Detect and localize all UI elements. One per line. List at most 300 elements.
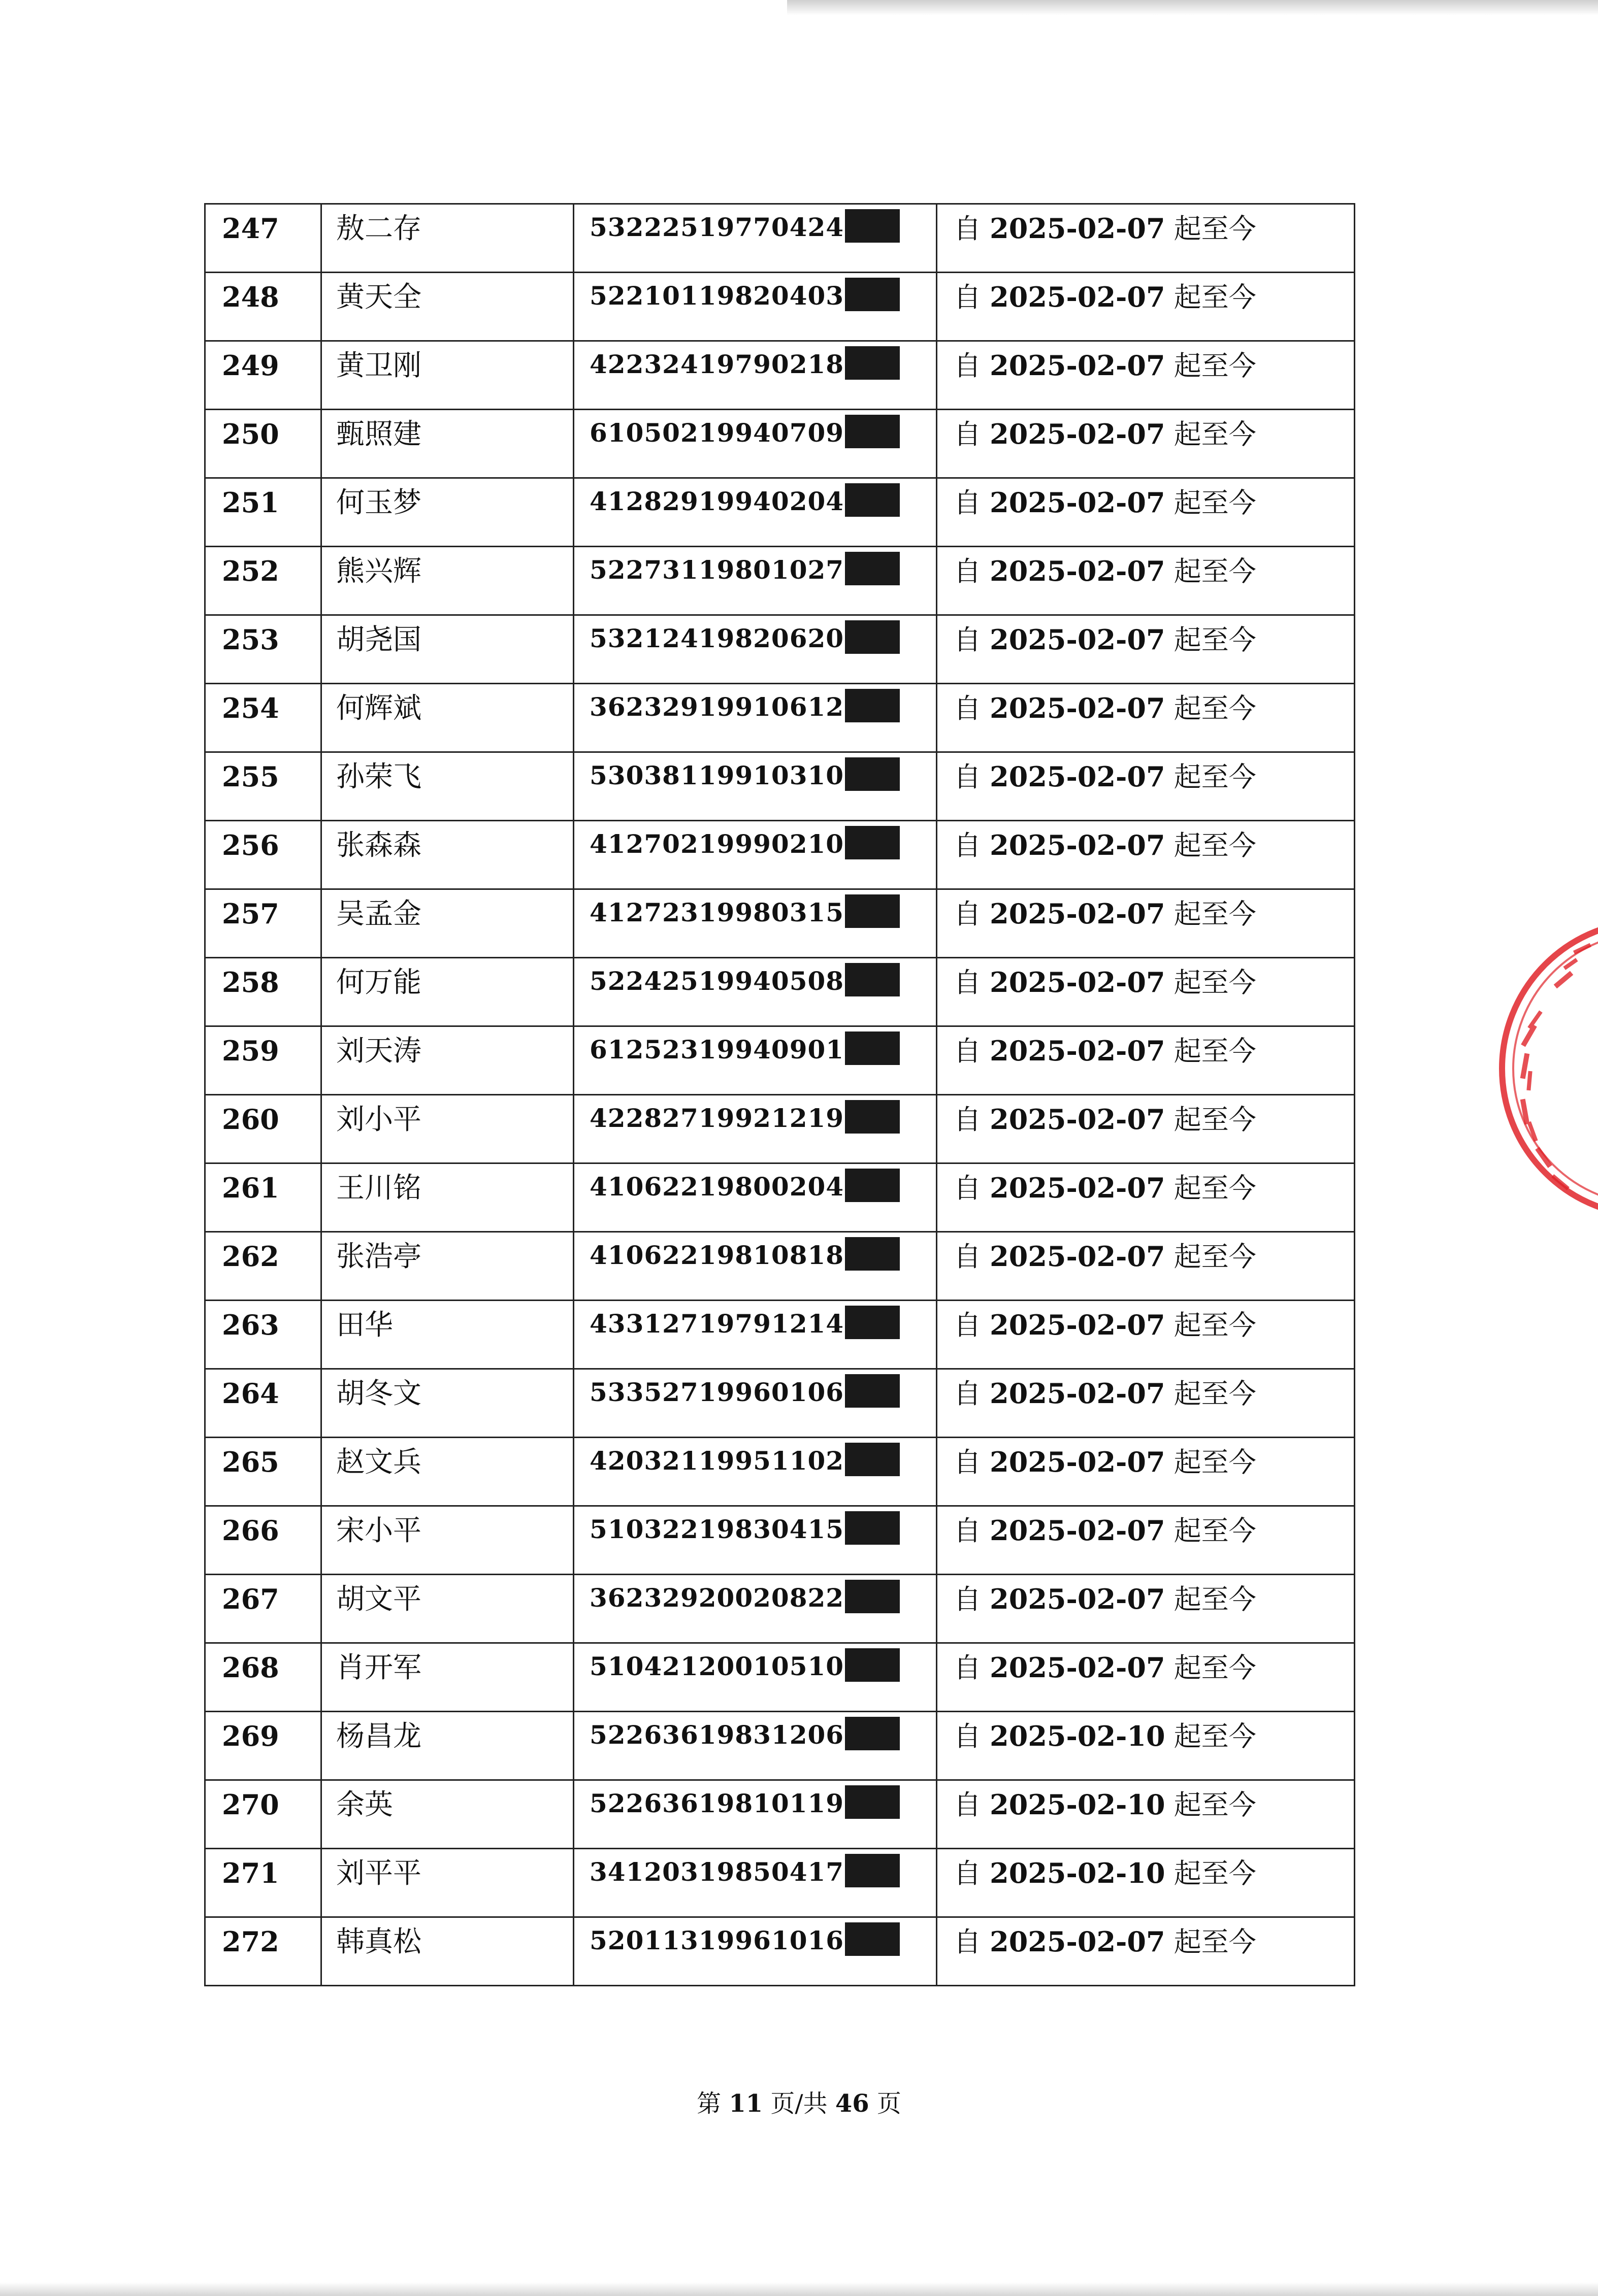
table-row [205, 752, 1355, 821]
redaction-block [845, 346, 900, 380]
table-row [205, 684, 1355, 752]
start-date: 2025-02-07 [990, 1377, 1165, 1410]
row-number-cell [205, 547, 321, 615]
row-number-cell [205, 1438, 321, 1506]
redaction-block [845, 1717, 900, 1750]
table-row [205, 1095, 1355, 1163]
person-name: 胡文平 [336, 1583, 421, 1616]
date-prefix: 自 [954, 1926, 981, 1958]
id-number-cell [574, 1438, 937, 1506]
footer-prefix: 第 [697, 2089, 722, 2118]
id-number-cell [574, 410, 937, 478]
row-number-cell [205, 1301, 321, 1369]
date-cell [937, 204, 1355, 273]
date-cell [937, 478, 1355, 547]
id-number: 52210119820403 [590, 281, 844, 311]
date-suffix: 起至今 [1173, 213, 1256, 245]
redaction-block [845, 278, 900, 311]
redaction-block [845, 1785, 900, 1819]
person-name: 刘小平 [336, 1103, 421, 1136]
date-cell [937, 1780, 1355, 1849]
row-number-cell [205, 341, 321, 410]
date-suffix: 起至今 [1173, 1926, 1256, 1958]
date-suffix: 起至今 [1173, 555, 1256, 587]
date-prefix: 自 [954, 487, 981, 519]
table-row [205, 204, 1355, 273]
name-cell [321, 1780, 574, 1849]
id-number-cell [574, 1026, 937, 1095]
redaction-block [845, 1237, 900, 1271]
row-number-cell [205, 684, 321, 752]
id-number-cell [574, 821, 937, 889]
name-cell [321, 1575, 574, 1643]
id-number: 43312719791214 [590, 1309, 844, 1339]
roster-table [204, 203, 1355, 1986]
table-row [205, 1849, 1355, 1917]
table-row [205, 1917, 1355, 1986]
date-suffix: 起至今 [1173, 1789, 1256, 1821]
date-suffix: 起至今 [1173, 487, 1256, 519]
date-cell [937, 1369, 1355, 1438]
start-date: 2025-02-07 [990, 1446, 1165, 1478]
id-number-cell [574, 1917, 937, 1986]
date-cell [937, 1301, 1355, 1369]
name-cell [321, 615, 574, 684]
scan-edge-bottom [0, 2282, 1598, 2296]
start-date: 2025-02-07 [990, 418, 1165, 450]
id-number: 53038119910310 [590, 760, 844, 790]
redaction-block [845, 1031, 900, 1065]
date-prefix: 自 [954, 829, 981, 861]
id-number: 52263619810119 [590, 1788, 844, 1818]
start-date: 2025-02-07 [990, 1240, 1165, 1273]
date-suffix: 起至今 [1173, 1857, 1256, 1889]
start-date: 2025-02-07 [990, 1172, 1165, 1204]
table-row [205, 1575, 1355, 1643]
row-number: 253 [222, 623, 279, 656]
table-row [205, 821, 1355, 889]
row-number-cell [205, 1095, 321, 1163]
redaction-block [845, 552, 900, 585]
date-cell [937, 1506, 1355, 1575]
person-name: 何辉斌 [336, 692, 421, 725]
date-prefix: 自 [954, 1446, 981, 1478]
start-date: 2025-02-07 [990, 623, 1165, 656]
person-name: 胡尧国 [336, 623, 421, 656]
date-prefix: 自 [954, 418, 981, 450]
id-number: 53212419820620 [590, 623, 844, 653]
date-cell [937, 1163, 1355, 1232]
id-number: 52011319961016 [590, 1925, 844, 1955]
date-cell [937, 547, 1355, 615]
start-date: 2025-02-10 [990, 1720, 1165, 1752]
date-prefix: 自 [954, 1583, 981, 1615]
id-number-cell [574, 1232, 937, 1301]
table-row [205, 478, 1355, 547]
date-cell [937, 889, 1355, 958]
person-name: 肖开军 [336, 1651, 421, 1684]
name-cell [321, 1163, 574, 1232]
date-prefix: 自 [954, 1104, 981, 1136]
row-number-cell [205, 1643, 321, 1712]
redaction-block [845, 894, 900, 928]
start-date: 2025-02-07 [990, 1651, 1165, 1684]
start-date: 2025-02-10 [990, 1788, 1165, 1821]
id-number-cell [574, 1780, 937, 1849]
date-prefix: 自 [954, 555, 981, 587]
start-date: 2025-02-07 [990, 1309, 1165, 1341]
row-number-cell [205, 752, 321, 821]
table-row [205, 1301, 1355, 1369]
id-number: 53352719960106 [590, 1377, 844, 1407]
scan-edge-top [787, 0, 1598, 15]
date-cell [937, 684, 1355, 752]
date-suffix: 起至今 [1173, 1583, 1256, 1615]
date-cell [937, 1849, 1355, 1917]
name-cell [321, 1712, 574, 1780]
row-number: 249 [222, 349, 279, 382]
table-row [205, 1506, 1355, 1575]
start-date: 2025-02-07 [990, 1103, 1165, 1136]
row-number: 269 [222, 1720, 279, 1752]
redaction-block [845, 689, 900, 722]
date-suffix: 起至今 [1173, 1378, 1256, 1410]
person-name: 敖二存 [336, 212, 421, 245]
person-name: 何玉梦 [336, 486, 421, 519]
date-cell [937, 273, 1355, 341]
row-number: 266 [222, 1514, 279, 1547]
row-number-cell [205, 478, 321, 547]
person-name: 杨昌龙 [336, 1720, 421, 1753]
date-suffix: 起至今 [1173, 898, 1256, 930]
id-number: 61050219940709 [590, 418, 844, 448]
date-prefix: 自 [954, 624, 981, 656]
row-number-cell [205, 1506, 321, 1575]
start-date: 2025-02-07 [990, 760, 1165, 793]
date-suffix: 起至今 [1173, 1446, 1256, 1478]
date-cell [937, 1026, 1355, 1095]
id-number-cell [574, 615, 937, 684]
name-cell [321, 547, 574, 615]
footer-total-pages: 46 [835, 2089, 869, 2118]
id-number: 41270219990210 [590, 829, 844, 859]
person-name: 张森森 [336, 829, 421, 862]
id-number: 53222519770424 [590, 212, 844, 242]
id-number-cell [574, 204, 937, 273]
table-row [205, 410, 1355, 478]
row-number: 262 [222, 1240, 279, 1273]
row-number-cell [205, 410, 321, 478]
person-name: 韩真松 [336, 1925, 421, 1958]
date-suffix: 起至今 [1173, 1035, 1256, 1067]
name-cell [321, 273, 574, 341]
table-row [205, 958, 1355, 1026]
id-number-cell [574, 1712, 937, 1780]
table-row [205, 1163, 1355, 1232]
id-number: 42032119951102 [590, 1446, 844, 1476]
official-seal [1497, 916, 1598, 1221]
row-number-cell [205, 1780, 321, 1849]
id-number-cell [574, 547, 937, 615]
person-name: 黄卫刚 [336, 349, 421, 382]
row-number: 254 [222, 692, 279, 724]
table-row [205, 1780, 1355, 1849]
id-number-cell [574, 958, 937, 1026]
name-cell [321, 1369, 574, 1438]
person-name: 黄天全 [336, 281, 421, 314]
date-prefix: 自 [954, 967, 981, 999]
row-number: 251 [222, 486, 279, 519]
row-number: 259 [222, 1035, 279, 1067]
table-row [205, 341, 1355, 410]
date-cell [937, 1575, 1355, 1643]
row-number: 252 [222, 555, 279, 587]
id-number: 42232419790218 [590, 349, 844, 379]
id-number: 51042120010510 [590, 1651, 844, 1681]
redaction-block [845, 415, 900, 448]
date-suffix: 起至今 [1173, 624, 1256, 656]
name-cell [321, 958, 574, 1026]
row-number-cell [205, 204, 321, 273]
date-cell [937, 1095, 1355, 1163]
date-prefix: 自 [954, 1378, 981, 1410]
id-number: 42282719921219 [590, 1103, 844, 1133]
row-number-cell [205, 1917, 321, 1986]
redaction-block [845, 1580, 900, 1613]
date-suffix: 起至今 [1173, 1652, 1256, 1684]
id-number-cell [574, 1369, 937, 1438]
person-name: 刘平平 [336, 1857, 421, 1890]
date-prefix: 自 [954, 1241, 981, 1273]
date-prefix: 自 [954, 1857, 981, 1889]
row-number: 258 [222, 966, 279, 999]
id-number-cell [574, 1095, 937, 1163]
date-suffix: 起至今 [1173, 1720, 1256, 1752]
redaction-block [845, 1306, 900, 1339]
name-cell [321, 1849, 574, 1917]
row-number-cell [205, 1026, 321, 1095]
date-cell [937, 410, 1355, 478]
redaction-block [845, 1169, 900, 1202]
row-number-cell [205, 1163, 321, 1232]
date-cell [937, 752, 1355, 821]
person-name: 刘天涛 [336, 1035, 421, 1068]
id-number-cell [574, 1575, 937, 1643]
date-suffix: 起至今 [1173, 967, 1256, 999]
name-cell [321, 204, 574, 273]
row-number: 263 [222, 1309, 279, 1341]
row-number-cell [205, 1232, 321, 1301]
date-suffix: 起至今 [1173, 1104, 1256, 1136]
table-row [205, 1232, 1355, 1301]
date-cell [937, 821, 1355, 889]
start-date: 2025-02-07 [990, 1035, 1165, 1067]
redaction-block [845, 1922, 900, 1956]
row-number: 271 [222, 1857, 279, 1889]
id-number: 36232920020822 [590, 1583, 844, 1613]
start-date: 2025-02-10 [990, 1857, 1165, 1889]
id-number-cell [574, 341, 937, 410]
seal-graphic [1497, 916, 1598, 1221]
row-number-cell [205, 889, 321, 958]
date-prefix: 自 [954, 1172, 981, 1204]
table-row [205, 1643, 1355, 1712]
start-date: 2025-02-07 [990, 349, 1165, 382]
person-name: 吴孟金 [336, 897, 421, 930]
start-date: 2025-02-07 [990, 281, 1165, 313]
name-cell [321, 1026, 574, 1095]
row-number-cell [205, 958, 321, 1026]
date-prefix: 自 [954, 1035, 981, 1067]
date-prefix: 自 [954, 213, 981, 245]
name-cell [321, 889, 574, 958]
page-footer [0, 2084, 1598, 2119]
id-number-cell [574, 1301, 937, 1369]
name-cell [321, 1095, 574, 1163]
redaction-block [845, 963, 900, 996]
date-suffix: 起至今 [1173, 1309, 1256, 1341]
date-prefix: 自 [954, 1515, 981, 1547]
row-number-cell [205, 1849, 321, 1917]
table-row [205, 889, 1355, 958]
start-date: 2025-02-07 [990, 1925, 1165, 1958]
date-suffix: 起至今 [1173, 829, 1256, 861]
date-prefix: 自 [954, 1720, 981, 1752]
date-prefix: 自 [954, 350, 981, 382]
row-number: 272 [222, 1925, 279, 1958]
redaction-block [845, 1511, 900, 1545]
row-number: 267 [222, 1583, 279, 1615]
row-number: 260 [222, 1103, 279, 1136]
name-cell [321, 1232, 574, 1301]
id-number: 51032219830415 [590, 1514, 844, 1544]
id-number-cell [574, 478, 937, 547]
row-number: 256 [222, 829, 279, 861]
date-prefix: 自 [954, 281, 981, 313]
id-number-cell [574, 273, 937, 341]
table-row [205, 1369, 1355, 1438]
redaction-block [845, 1443, 900, 1476]
name-cell [321, 1301, 574, 1369]
row-number: 257 [222, 897, 279, 930]
footer-page-number: 11 [729, 2089, 763, 2118]
date-cell [937, 341, 1355, 410]
redaction-block [845, 1854, 900, 1887]
person-name: 田华 [336, 1309, 393, 1342]
date-suffix: 起至今 [1173, 692, 1256, 724]
id-number: 41282919940204 [590, 486, 844, 516]
start-date: 2025-02-07 [990, 897, 1165, 930]
date-prefix: 自 [954, 1652, 981, 1684]
person-name: 张浩亭 [336, 1240, 421, 1273]
date-prefix: 自 [954, 1789, 981, 1821]
name-cell [321, 478, 574, 547]
id-number: 52242519940508 [590, 966, 844, 996]
date-suffix: 起至今 [1173, 281, 1256, 313]
name-cell [321, 410, 574, 478]
id-number-cell [574, 684, 937, 752]
roster-table-body [205, 204, 1355, 1986]
table-row [205, 615, 1355, 684]
start-date: 2025-02-07 [990, 829, 1165, 861]
footer-suffix: 页 [876, 2089, 901, 2118]
date-cell [937, 1712, 1355, 1780]
row-number-cell [205, 1369, 321, 1438]
date-suffix: 起至今 [1173, 1172, 1256, 1204]
name-cell [321, 1506, 574, 1575]
start-date: 2025-02-07 [990, 486, 1165, 519]
name-cell [321, 821, 574, 889]
row-number: 265 [222, 1446, 279, 1478]
person-name: 孙荣飞 [336, 760, 421, 793]
row-number-cell [205, 1712, 321, 1780]
start-date: 2025-02-07 [990, 1583, 1165, 1615]
row-number: 248 [222, 281, 279, 313]
redaction-block [845, 1374, 900, 1408]
person-name: 何万能 [336, 966, 421, 999]
id-number: 52263619831206 [590, 1720, 844, 1750]
name-cell [321, 1438, 574, 1506]
date-prefix: 自 [954, 761, 981, 793]
row-number: 255 [222, 760, 279, 793]
row-number-cell [205, 615, 321, 684]
redaction-block [845, 620, 900, 654]
date-suffix: 起至今 [1173, 350, 1256, 382]
name-cell [321, 1917, 574, 1986]
start-date: 2025-02-07 [990, 966, 1165, 999]
row-number: 261 [222, 1172, 279, 1204]
table-row [205, 1438, 1355, 1506]
row-number-cell [205, 273, 321, 341]
date-suffix: 起至今 [1173, 1515, 1256, 1547]
date-cell [937, 1643, 1355, 1712]
date-prefix: 自 [954, 898, 981, 930]
id-number-cell [574, 752, 937, 821]
table-row [205, 1026, 1355, 1095]
name-cell [321, 341, 574, 410]
person-name: 熊兴辉 [336, 555, 421, 588]
row-number: 250 [222, 418, 279, 450]
person-name: 甄照建 [336, 418, 421, 451]
row-number: 268 [222, 1651, 279, 1684]
person-name: 余英 [336, 1788, 393, 1821]
row-number: 247 [222, 212, 279, 245]
name-cell [321, 1643, 574, 1712]
start-date: 2025-02-07 [990, 555, 1165, 587]
person-name: 王川铭 [336, 1172, 421, 1205]
start-date: 2025-02-07 [990, 212, 1165, 245]
redaction-block [845, 483, 900, 517]
start-date: 2025-02-07 [990, 1514, 1165, 1547]
name-cell [321, 684, 574, 752]
id-number-cell [574, 1163, 937, 1232]
person-name: 赵文兵 [336, 1446, 421, 1479]
redaction-block [845, 826, 900, 859]
date-suffix: 起至今 [1173, 761, 1256, 793]
id-number: 41062219810818 [590, 1240, 844, 1270]
id-number-cell [574, 889, 937, 958]
date-suffix: 起至今 [1173, 1241, 1256, 1273]
row-number: 264 [222, 1377, 279, 1410]
start-date: 2025-02-07 [990, 692, 1165, 724]
id-number: 36232919910612 [590, 692, 844, 722]
date-cell [937, 1917, 1355, 1986]
date-cell [937, 958, 1355, 1026]
redaction-block [845, 209, 900, 243]
redaction-block [845, 757, 900, 791]
row-number: 270 [222, 1788, 279, 1821]
name-cell [321, 752, 574, 821]
